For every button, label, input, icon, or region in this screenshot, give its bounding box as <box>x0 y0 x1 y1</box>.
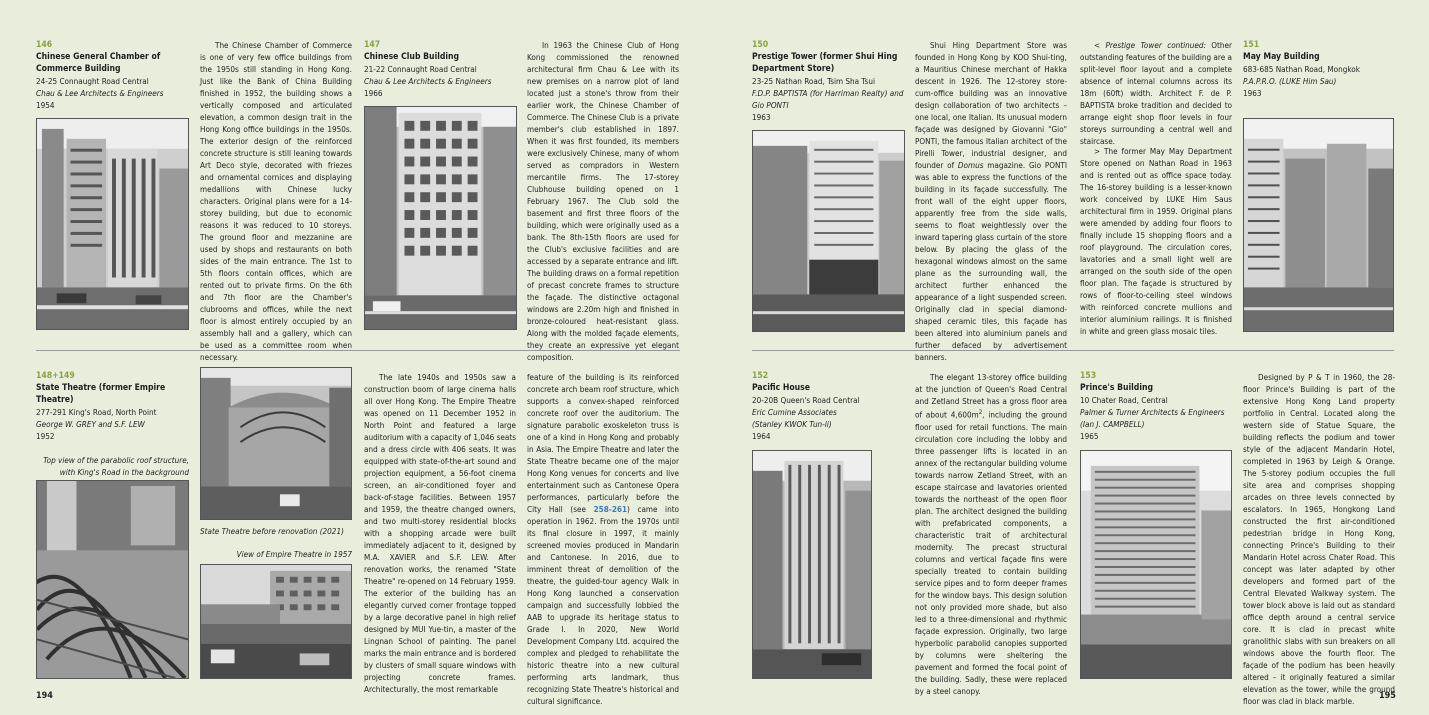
right-divider <box>752 350 1394 351</box>
entry-year: 1954 <box>36 100 55 110</box>
entry-150-header <box>752 39 912 123</box>
entry-architect: Chau & Lee Architects & Engineers <box>364 76 492 86</box>
entry-architect: P.A.P.R.O. (LUKE Him Sau) <box>1243 76 1337 86</box>
body-text: Other outstanding features of the building are a split-level floor layout and a complete absence of internal columns across its 18m (60ft) width. Architect F. de P. BAPTISTA broke tradition and decided to arrange eight shop floor levels in four storeys surrounding a central well and staircase. <box>1080 40 1235 146</box>
caption-empire-1957: View of Empire Theatre in 1957 <box>236 549 352 559</box>
body-text: , including the ground floor used for retail functions. The main circulation core including the lobby and three passenger lifts is located in an annex of the rectangular building volume towards narrow Zetland Street, with an escape staircase and lavatories oriented towards the northeast of the open floor plan. The architect designed the building with prefabricated components, a characteristic trait of architectural modernity. The precast structural columns and vertical façade fins were specially treated to contain building service pipes and to form deeper frames for the window bays. This design solution not only provided more shade, but also led to a three-dimensional and rhythmic façade expression. Originally, two large hyperbolic parabolid canopies supported by columns were sheltering the pavement and formed the focal point of the building. Sadly, these were replaced by a steel canopy. <box>915 409 1070 696</box>
entry-architect: Palmer & Turner Architects & Engineers (Ian J. CAMPBELL) <box>1080 407 1225 429</box>
entry-number: 146 <box>36 40 53 50</box>
entry-147-body: In 1963 the Chinese Club of Hong Kong commissioned the renowned architectural firm Chau & Lee with its new premises on a narrow plot of land located just a stone's throw from their earlier work, the Chinese Chamber of Commerce. The Chinese Club is a private member's club established in 1897. When it was first founded, its members were exclusively Chinese, many of whom served as compradors in Western mercantile firms. The 17-storey Clubhouse building opened on 1 February 1967. The Club sold the basement and first three floors of the building, which were originally used as a bank. The 8th-15th floors are used for the Club's exclusive facilities and are accessed by a separate entrance and lift. The building draws on a formal repetition of precast concrete frames to structure the façade. The distinctive octagonal windows are 2.20m high and finished in bronze-coloured heat-resistant glass. Along with the molded façade elements, they create an expressive yet elegant composition. <box>527 40 682 362</box>
caption-roof: Top view of the parabolic roof structure, with King's Road in the background <box>43 455 189 477</box>
entry-architect: George W. GREY and S.F. LEW <box>36 419 145 429</box>
entry-148-body-col2 <box>527 371 682 707</box>
entry-year: 1965 <box>1080 431 1099 441</box>
entry-address: 23-25 Nathan Road, Tsim Sha Tsui <box>752 76 875 86</box>
superscript: 2 <box>978 409 983 416</box>
entry-152-body <box>915 371 1070 697</box>
entry-address: 10 Chater Road, Central <box>1080 395 1168 405</box>
entry-year: 1963 <box>752 112 771 122</box>
entry-architect: Chau & Lee Architects & Engineers <box>36 88 164 98</box>
entry-146-body: The Chinese Chamber of Commerce is one of very few office buildings from the 1950s still standing in Hong Kong. Just like the Bank of China Building finished in 1952, the building shows a vertically composed and articulated elevation, a common design trait in the Hong Kong office buildings in the 1950s. The exterior design of the reinforced concrete structure is still leaning towards Art Deco style, decorated with friezes and ornamental cornices and displaying medallions with Chinese lucky characters. Original plans were for a 14-storey building, but due to economic reasons it was reduced to 10 storeys. The ground floor and mezzanine are used by shops and restaurants on both sides of the main entrance. The 1st to 5th floors contain offices, which are rented out to private firms. On the 6th and 7th floor are the Chamber's clubrooms and offices, while the next floor is almost entirely occupied by an assembly hall and a gallery, which can be used as a committee room when necessary. <box>200 40 355 362</box>
may-may-building-photo <box>1243 118 1394 332</box>
caption-before-renovation: State Theatre before renovation (2021) <box>200 526 344 536</box>
entry-150-body <box>915 39 1070 363</box>
page-number-right: 195 <box>1379 691 1396 701</box>
entry-153-header <box>1080 370 1240 442</box>
magazine-name: Domus <box>957 160 984 170</box>
page-number-left: 194 <box>36 691 53 701</box>
parabolic-roof-photo <box>36 480 189 679</box>
entry-number: 153 <box>1080 371 1097 381</box>
entry-title: Pacific House <box>752 383 811 393</box>
pacific-house-photo <box>752 450 872 679</box>
entry-title: Prince's Building <box>1080 383 1154 393</box>
entry-number: 152 <box>752 371 769 381</box>
entry-152-header <box>752 370 912 442</box>
princes-building-photo <box>1080 450 1232 679</box>
entry-address: 21-22 Connaught Road Central <box>364 64 477 74</box>
entry-153-body: Designed by P & T in 1960, the 28-floor Prince's Building is part of the extensive Hong Kong Land property portfolio in Central. Located along the western side of Statue Square, the building reflects the podium and tower style of the adjacent Mandarin Hotel, completed in 1963 by Leigh & Orange. The 5-storey podium occupies the full site area and comprises shopping arcades on three levels connected by escalators. In 1965, Hongkong Land constructed the first air-conditioned pedestrian bridge in Hong Kong, connecting Prince's Building to their Mandarin Hotel across Chater Road. This concept was later adapted by other developers and formed part of the Central Elevated Walkway system. The tower block above is laid out as standard office depth around a central service core. It is clad in precast white granolithic slabs with sun breakers on all windows above the fourth floor. The façade of the podium has been heavily altered – it originally featured a similar elevation as the tower, while the ground floor was clad in black marble. <box>1243 372 1398 706</box>
entry-number: 150 <box>752 40 769 50</box>
entry-address: 277-291 King's Road, North Point <box>36 407 157 417</box>
body-text: The elegant 13-storey office building at the junction of Queen's Road Central and Zetland Street has a gross floor area of about 4,600m <box>915 372 1070 420</box>
entry-number: 148+149 <box>36 371 75 381</box>
entry-address: 683-685 Nathan Road, Mongkok <box>1243 64 1360 74</box>
entry-year: 1966 <box>364 88 383 98</box>
body-text: magazine. Gio PONTI was able to express the functions of the building in its façade successfully. The front wall of the eight upper floors, apparently free from the side walls, seems to float weightlessly over the inward tapering glass curtain of the store below. By placing the glass of the hexagonal windows almost on the same plane as the surrounding wall, the architect further enhanced the appearance of a light suspended screen. Originally clad in special diamond-shaped ceramic tiles, this façade has been altered into aluminium panels and further defaced by advertisement banners. <box>915 160 1070 362</box>
entry-title: Chinese General Chamber of Commerce Building <box>36 52 161 74</box>
entry-151-body: > The former May May Department Store opened on Nathan Road in 1963 and is rented out as office space today. The 16-storey building is a lesser-known work conceived by LUKE Him Saus architectural firm in 1959. Original plans were amended by adding four floors to finally include 15 shopping floors and a roof playground. The circulation cores, lavatories and a small light well are arranged on the south side of the open floor plan. The façade is structured by rows of floor-to-ceiling steel windows with reinforced concrete mullions and interior aluminium railings. It is finished in white and green glass mosaic tiles. <box>1080 146 1235 336</box>
chinese-club-photo <box>364 106 517 330</box>
entry-146-header <box>36 39 196 111</box>
prestige-tower-photo <box>752 130 905 332</box>
entry-year: 1952 <box>36 431 55 441</box>
empire-theatre-1957-photo <box>200 564 352 679</box>
entry-address: 20-20B Queen's Road Central <box>752 395 860 405</box>
entry-151-header <box>1243 39 1403 99</box>
entry-title: State Theatre (former Empire Theatre) <box>36 383 166 405</box>
entry-year: 1964 <box>752 431 771 441</box>
entry-architect: F.D.P. BAPTISTA (for Harriman Realty) and Gio PONTI <box>752 88 904 110</box>
entry-147-header <box>364 39 519 99</box>
entry-number: 147 <box>364 40 381 50</box>
entry-150-continued <box>1080 39 1235 147</box>
chamber-of-commerce-photo <box>36 118 189 330</box>
entry-title: Chinese Club Building <box>364 52 460 62</box>
entry-architect: Eric Cumine Associates (Stanley KWOK Tun-li) <box>752 407 837 429</box>
entry-year: 1963 <box>1243 88 1262 98</box>
entry-title: May May Building <box>1243 52 1320 62</box>
entry-title: Prestige Tower (former Shui Hing Department Store) <box>752 52 898 74</box>
body-text: ) came into operation in 1962. From the 1970s until its final closure in 1997, it mainly screened movies produced in Mandarin and Cantonese. In 2016, due to imminent threat of demolition of the theatre, the guided-tour agency Walk in Hong Kong launched a conservation campaign and successfully lobbied the AAB to upgrade its heritage status to Grade I. In 2020, New World Development Company Ltd. acquired the complex and pledged to rehabilitate the historic theatre into a new cultural performing arts landmark, thus recognizing State Theatre's historical and cultural significance. <box>527 504 682 706</box>
continued-label: < Prestige Tower continued: <box>1094 40 1206 50</box>
left-divider <box>36 350 680 351</box>
body-text: Shui Hing Department Store was founded in Hong Kong by KOO Shui-ting, a Mauritius Chinese merchant of Hakka descent in 1926. The 12-storey store-cum-office building was an innovative design collaboration of two architects – one local, one Italian. Its unusual modern façade was designed by Giovanni "Gio" PONTI, the famous Italian architect of the Pirelli Tower, industrial designer, and founder of <box>915 40 1070 170</box>
entry-148-body-col1: The late 1940s and 1950s saw a construction boom of large cinema halls all over Hong Kong. The Empire Theatre was opened on 11 December 1952 in North Point and featured a large auditorium with a capacity of 1,046 seats and a dress circle with 406 seats. It was equipped with state-of-the-art sound and projection equipment, a 56-foot cinema screen, an air-conditioned foyer and back-of-stage facilities. Between 1957 and 1959, the theatre changed owners, and two multi-storey residential blocks with a shopping arcade were built immediately adjacent to it, designed by M.A. XAVIER and S.F. LEW. After renovation works, the renamed "State Theatre" re-opened on 14 February 1959. The exterior of the building has an elegantly curved corner frontage topped by a large decorative panel in high relief designed by MUI Yue-tin, a master of the Lingnan School of painting. The panel marks the main entrance and is bordered by clusters of small square windows with projecting concrete frames. Architecturally, the most remarkable <box>364 372 519 694</box>
page-reference-link[interactable]: 258-261 <box>593 504 628 514</box>
entry-address: 24-25 Connaught Road Central <box>36 76 149 86</box>
body-text: feature of the building is its reinforced concrete arch beam roof structure, which supports a convex-shaped reinforced concrete roof over the auditorium. The signature parabolic exoskeleton truss is one of a kind in Hong Kong and probably in Asia. The Empire Theatre and later the State Theatre became one of the major Hong Kong venues for concerts and live entertainment such as Cantonese Opera performances, particularly before the City Hall (see <box>527 372 682 514</box>
entry-148-header <box>36 370 196 442</box>
state-theatre-before-renovation-photo <box>200 367 352 520</box>
entry-number: 151 <box>1243 40 1260 50</box>
